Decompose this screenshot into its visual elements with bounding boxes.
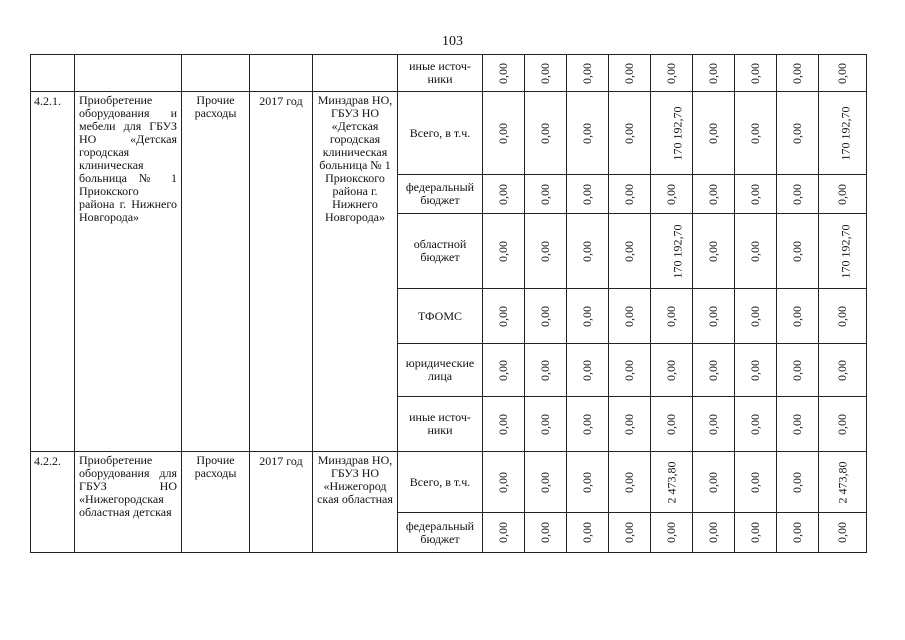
- value-cell: [525, 289, 567, 344]
- value-text: 0,00: [748, 305, 762, 327]
- source-cell: областной бюджет: [398, 214, 483, 289]
- empty-cell: [31, 55, 75, 92]
- value-cell: [735, 344, 777, 397]
- value-text: 0,00: [538, 522, 552, 543]
- value-text: 0,00: [580, 305, 594, 327]
- value-text: 0,00: [664, 359, 678, 381]
- value-text: 0,00: [496, 413, 510, 435]
- value-text: 0,00: [664, 62, 678, 84]
- item-year: 2017 год: [250, 92, 313, 452]
- value-cell: [693, 55, 735, 92]
- value-text: 0,00: [748, 359, 762, 381]
- value-cell: [735, 175, 777, 214]
- value-text: 0,00: [622, 62, 636, 84]
- value-text: 0,00: [835, 183, 849, 205]
- value-text: 0,00: [496, 522, 510, 543]
- value-cell: [819, 344, 867, 397]
- value-cell: [819, 214, 867, 289]
- value-cell: [609, 397, 651, 452]
- value-cell: [567, 55, 609, 92]
- value-text: 0,00: [622, 122, 636, 144]
- value-cell: [735, 289, 777, 344]
- value-cell: [819, 92, 867, 175]
- table-row: [31, 55, 867, 92]
- value-cell: [693, 92, 735, 175]
- value-cell: [819, 513, 867, 553]
- value-cell: [819, 55, 867, 92]
- value-cell: [777, 452, 819, 513]
- value-cell: [651, 92, 693, 175]
- value-text: 0,00: [496, 122, 510, 144]
- value-cell: [651, 344, 693, 397]
- value-text: 0,00: [835, 413, 849, 435]
- value-text: 0,00: [496, 471, 510, 493]
- value-cell: [483, 214, 525, 289]
- value-cell: [525, 214, 567, 289]
- value-cell: [693, 344, 735, 397]
- value-text: 2 473,80: [835, 461, 849, 503]
- value-text: 170 192,70: [670, 224, 685, 278]
- value-text: 0,00: [580, 240, 594, 262]
- value-cell: [819, 397, 867, 452]
- value-cell: [693, 289, 735, 344]
- value-cell: [609, 452, 651, 513]
- value-cell: [483, 92, 525, 175]
- value-cell: [567, 175, 609, 214]
- value-cell: [735, 214, 777, 289]
- value-text: 0,00: [790, 305, 804, 327]
- value-text: 0,00: [790, 240, 804, 262]
- value-text: 0,00: [622, 413, 636, 435]
- table-row: [31, 92, 867, 175]
- item-name: Приобретение оборудования и мебели для ГБУЗ НО «Детская городская клиническая больница № 1 Приокского района г. Нижнего Новгорода»: [75, 92, 182, 452]
- value-cell: [777, 175, 819, 214]
- value-text: 0,00: [664, 522, 678, 543]
- table-row: [31, 452, 867, 513]
- value-text: 0,00: [580, 122, 594, 144]
- source-cell: иные источ-ники: [398, 55, 483, 92]
- value-text: 170 192,70: [670, 106, 685, 160]
- value-text: 0,00: [622, 305, 636, 327]
- value-text: 0,00: [790, 471, 804, 493]
- value-cell: [693, 513, 735, 553]
- value-text: 0,00: [790, 183, 804, 205]
- item-name: Приобретение оборудования для ГБУЗ НО «Нижегородская областная детская: [75, 452, 182, 553]
- value-text: 0,00: [538, 240, 552, 262]
- value-text: 0,00: [835, 62, 849, 84]
- value-cell: [819, 175, 867, 214]
- value-cell: [609, 55, 651, 92]
- value-text: 0,00: [580, 62, 594, 84]
- value-cell: [777, 214, 819, 289]
- value-cell: [735, 452, 777, 513]
- value-cell: [525, 452, 567, 513]
- value-cell: [735, 55, 777, 92]
- item-executor: Минздрав НО, ГБУЗ НО «Детская городская клиническая больница № 1 Приокского района г. Нижнего Новгорода»: [313, 92, 398, 452]
- value-text: 170 192,70: [838, 106, 853, 160]
- item-number: 4.2.1.: [31, 92, 75, 452]
- value-cell: [777, 55, 819, 92]
- value-text: 0,00: [790, 359, 804, 381]
- value-cell: [609, 175, 651, 214]
- value-cell: [651, 513, 693, 553]
- value-text: 0,00: [790, 62, 804, 84]
- value-cell: [819, 452, 867, 513]
- value-cell: [525, 92, 567, 175]
- value-cell: [525, 55, 567, 92]
- value-cell: [693, 452, 735, 513]
- value-cell: [483, 513, 525, 553]
- budget-table: [30, 54, 867, 553]
- value-cell: [735, 397, 777, 452]
- value-text: 0,00: [538, 413, 552, 435]
- empty-cell: [75, 55, 182, 92]
- item-category: Прочие расходы: [182, 92, 250, 452]
- value-cell: [693, 175, 735, 214]
- value-text: 0,00: [538, 122, 552, 144]
- value-cell: [735, 513, 777, 553]
- value-cell: [651, 55, 693, 92]
- value-text: 0,00: [622, 183, 636, 205]
- value-text: 0,00: [538, 62, 552, 84]
- item-year: 2017 год: [250, 452, 313, 553]
- value-cell: [567, 397, 609, 452]
- value-cell: [777, 92, 819, 175]
- value-text: 0,00: [622, 522, 636, 543]
- value-text: 0,00: [622, 240, 636, 262]
- value-cell: [567, 289, 609, 344]
- value-cell: [567, 344, 609, 397]
- value-text: 0,00: [496, 305, 510, 327]
- value-cell: [525, 513, 567, 553]
- value-cell: [693, 214, 735, 289]
- item-category: Прочие расходы: [182, 452, 250, 553]
- value-text: 170 192,70: [838, 224, 853, 278]
- empty-cell: [250, 55, 313, 92]
- value-text: 0,00: [664, 183, 678, 205]
- value-text: 0,00: [622, 471, 636, 493]
- value-text: 0,00: [748, 62, 762, 84]
- source-cell: федеральный бюджет: [398, 513, 483, 553]
- empty-cell: [182, 55, 250, 92]
- value-text: 0,00: [706, 471, 720, 493]
- value-text: 0,00: [580, 413, 594, 435]
- value-cell: [651, 175, 693, 214]
- source-cell: иные источ-ники: [398, 397, 483, 452]
- value-text: 0,00: [706, 305, 720, 327]
- value-cell: [609, 513, 651, 553]
- empty-cell: [313, 55, 398, 92]
- value-text: 0,00: [496, 359, 510, 381]
- value-text: 0,00: [538, 359, 552, 381]
- value-cell: [819, 289, 867, 344]
- value-cell: [609, 289, 651, 344]
- value-cell: [483, 344, 525, 397]
- value-text: 0,00: [706, 359, 720, 381]
- source-cell: ТФОМС: [398, 289, 483, 344]
- value-cell: [525, 344, 567, 397]
- item-number: 4.2.2.: [31, 452, 75, 553]
- value-cell: [483, 175, 525, 214]
- value-cell: [525, 397, 567, 452]
- value-text: 0,00: [622, 359, 636, 381]
- value-text: 0,00: [580, 522, 594, 543]
- value-text: 0,00: [706, 122, 720, 144]
- value-text: 0,00: [496, 62, 510, 84]
- value-cell: [609, 214, 651, 289]
- value-cell: [483, 452, 525, 513]
- source-cell: Всего, в т.ч.: [398, 92, 483, 175]
- value-cell: [777, 289, 819, 344]
- value-text: 0,00: [748, 183, 762, 205]
- value-text: 0,00: [790, 122, 804, 144]
- value-text: 0,00: [538, 305, 552, 327]
- value-cell: [777, 397, 819, 452]
- value-text: 0,00: [538, 471, 552, 493]
- value-cell: [609, 344, 651, 397]
- value-cell: [777, 344, 819, 397]
- value-cell: [651, 452, 693, 513]
- value-text: 0,00: [835, 305, 849, 327]
- item-executor: Минздрав НО, ГБУЗ НО «Нижегород ская областная: [313, 452, 398, 553]
- value-text: 0,00: [706, 522, 720, 543]
- value-cell: [567, 92, 609, 175]
- value-cell: [525, 175, 567, 214]
- value-cell: [567, 214, 609, 289]
- value-cell: [609, 92, 651, 175]
- value-text: 0,00: [706, 183, 720, 205]
- value-text: 2 473,80: [664, 461, 679, 503]
- source-cell: федеральный бюджет: [398, 175, 483, 214]
- value-text: 0,00: [664, 305, 678, 327]
- value-cell: [567, 513, 609, 553]
- value-cell: [651, 289, 693, 344]
- value-cell: [651, 397, 693, 452]
- value-cell: [777, 513, 819, 553]
- source-cell: Всего, в т.ч.: [398, 452, 483, 513]
- page-number: 103: [442, 34, 463, 49]
- value-text: 0,00: [835, 522, 849, 543]
- value-text: 0,00: [835, 359, 849, 381]
- value-text: 0,00: [790, 413, 804, 435]
- value-text: 0,00: [706, 413, 720, 435]
- value-cell: [483, 397, 525, 452]
- value-cell: [651, 214, 693, 289]
- value-text: 0,00: [706, 240, 720, 262]
- value-text: 0,00: [664, 413, 678, 435]
- value-text: 0,00: [580, 183, 594, 205]
- value-text: 0,00: [496, 183, 510, 205]
- value-text: 0,00: [748, 240, 762, 262]
- value-text: 0,00: [538, 183, 552, 205]
- value-text: 0,00: [748, 471, 762, 493]
- value-text: 0,00: [748, 522, 762, 543]
- value-text: 0,00: [580, 471, 594, 493]
- value-cell: [483, 289, 525, 344]
- value-text: 0,00: [496, 240, 510, 262]
- value-cell: [567, 452, 609, 513]
- value-text: 0,00: [748, 413, 762, 435]
- value-cell: [693, 397, 735, 452]
- value-text: 0,00: [580, 359, 594, 381]
- value-text: 0,00: [748, 122, 762, 144]
- source-cell: юридические лица: [398, 344, 483, 397]
- value-text: 0,00: [790, 522, 804, 543]
- value-text: 0,00: [706, 62, 720, 84]
- value-cell: [483, 55, 525, 92]
- value-cell: [735, 92, 777, 175]
